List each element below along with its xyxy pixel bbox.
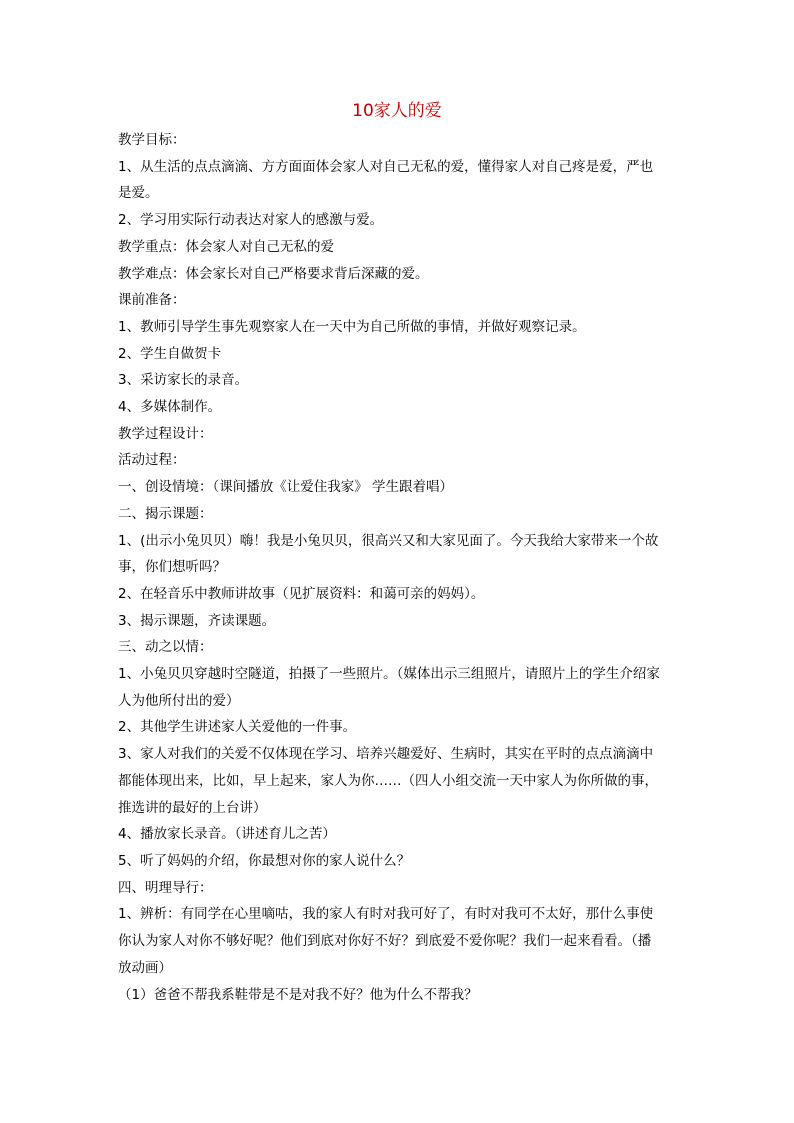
text-line: 事，你们想听吗？: [118, 559, 226, 576]
text-line: 都能体现出来，比如，早上起来，家人为你……（四人小组交流一天中家人为你所做的事，: [118, 772, 658, 789]
text-line: 放动画）: [118, 959, 172, 976]
text-line: 1、辨析：有同学在心里嘀咕，我的家人有时对我可好了，有时对我可不太好，那什么事使: [118, 906, 654, 923]
text-line: （1）爸爸不帮我系鞋带是不是对我不好？他为什么不帮我？: [118, 986, 478, 1003]
text-line: 1、(出示小兔贝贝）嗨！我是小兔贝贝，很高兴又和大家见面了。今天我给大家带来一个故: [118, 532, 659, 549]
text-line: 2、学习用实际行动表达对家人的感激与爱。: [118, 212, 384, 229]
text-line: 3、采访家长的录音。: [118, 372, 249, 389]
text-line: 3、揭示课题，齐读课题。: [118, 612, 276, 629]
text-line: 4、播放家长录音。（讲述育儿之苦）: [118, 826, 336, 843]
text-line: 1、小兔贝贝穿越时空隧道，拍摄了一些照片。（媒体出示三组照片，请照片上的学生介绍家: [118, 666, 660, 683]
text-line: 四、明理导行：: [118, 879, 213, 896]
document-body: [118, 127, 680, 1008]
text-line: 3、家人对我们的关爱不仅体现在学习、培养兴趣爱好、生病时，其实在平时的点点滴滴中: [118, 746, 654, 763]
text-line: 活动过程：: [118, 452, 186, 469]
text-line: 4、多媒体制作。: [118, 399, 222, 416]
text-line: 课前准备：: [118, 292, 186, 309]
text-line: 2、其他学生讲述家人关爱他的一件事。: [118, 719, 357, 736]
text-line: 1、教师引导学生事先观察家人在一天中为自己所做的事情，并做好观察记录。: [118, 318, 586, 335]
text-line: 三、动之以情：: [118, 639, 213, 656]
text-line: 教学难点：体会家长对自己严格要求背后深藏的爱。: [118, 265, 429, 282]
document-title: 10家人的爱: [352, 101, 442, 121]
text-line: 推选讲的最好的上台讲）: [118, 799, 267, 816]
text-line: 一、创设情境：（课间播放《让爱住我家》 学生跟着唱）: [118, 479, 454, 496]
text-line: 教学过程设计：: [118, 425, 213, 442]
text-line: 二、揭示课题：: [118, 505, 213, 522]
text-line: 1、从生活的点点滴滴、方方面面体会家人对自己无私的爱，懂得家人对自己疼是爱，严也: [118, 158, 654, 175]
text-line: 5、听了妈妈的介绍，你最想对你的家人说什么？: [118, 852, 411, 869]
text-line: 教学目标：: [118, 132, 186, 148]
text-line: 是爱。: [118, 185, 159, 202]
text-line: 2、在轻音乐中教师讲故事（见扩展资料：和蔼可亲的妈妈）。: [118, 585, 485, 602]
text-line: 2、学生自做贺卡: [118, 345, 222, 362]
text-line: 人为他所付出的爱）: [118, 692, 240, 709]
text-line: 你认为家人对你不够好呢？他们到底对你好不好？到底爱不爱你呢？我们一起来看看。（播: [118, 933, 652, 950]
text-line: 教学重点：体会家人对自己无私的爱: [118, 238, 334, 255]
